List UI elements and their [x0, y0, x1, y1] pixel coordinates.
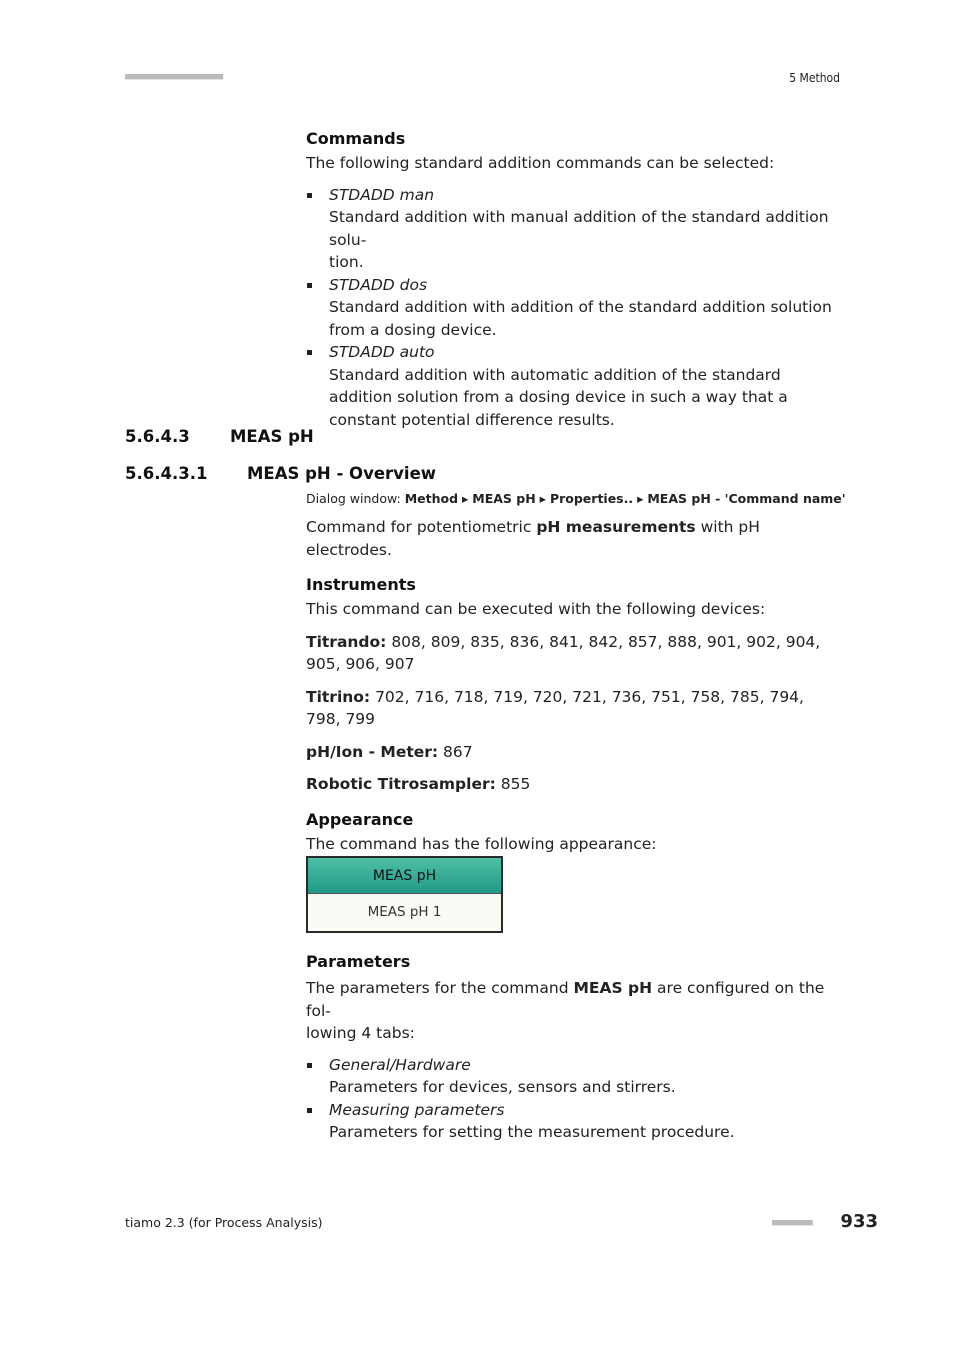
phion-label: pH/Ion - Meter: — [306, 742, 439, 761]
tab-name: Measuring parameters — [329, 1100, 505, 1119]
dialog-path — [306, 491, 846, 506]
tab-desc: Parameters for devices, sensors and stirrers. — [329, 1078, 676, 1096]
dialog-path-measph: MEAS pH — [472, 491, 536, 506]
header-decoration: ■■■■■■■■■■■■■■■■■■■■■■ — [125, 72, 223, 82]
list-item — [306, 274, 840, 342]
command-box-label: MEAS pH 1 — [308, 894, 501, 931]
appearance-heading: Appearance — [306, 809, 414, 829]
section-heading — [125, 427, 314, 446]
parameters-list — [306, 1054, 840, 1144]
commands-list — [306, 184, 840, 432]
command-name: STDADD dos — [329, 275, 428, 294]
instruments-intro: This command can be executed with the following devices: — [306, 600, 766, 618]
dialog-path-method: Method — [404, 491, 459, 506]
command-desc: Standard addition with addition of the standard addition solution from a dosing device. — [329, 298, 832, 339]
command-description — [306, 516, 846, 561]
chapter-title: 5 Method — [789, 71, 840, 85]
robotic-titrosampler — [306, 773, 846, 796]
titrino-list — [306, 686, 826, 731]
path-arrow: ▸ — [458, 491, 473, 506]
dialog-path-properties: Properties.. — [549, 491, 634, 506]
list-item — [306, 184, 840, 274]
commands-heading: Commands — [306, 129, 406, 148]
path-arrow: ▸ — [633, 491, 648, 506]
phion-value: 867 — [438, 742, 473, 761]
titrando-value: 808, 809, 835, 836, 841, 842, 857, 888, 901, 902, 904, 905, 906, 907 — [306, 632, 821, 673]
robotic-label: Robotic Titrosampler: — [306, 775, 496, 793]
command-desc: Standard addition with manual addition of the standard addition solu- tion. — [329, 208, 829, 271]
list-item — [306, 1099, 840, 1144]
titrando-label: Titrando: — [306, 632, 387, 651]
command-box-title: MEAS pH — [308, 858, 501, 894]
subsection-title: MEAS pH - Overview — [247, 464, 437, 483]
appearance-intro: The command has the following appearance: — [306, 834, 657, 853]
instruments-heading: Instruments — [306, 575, 416, 594]
path-arrow: ▸ — [535, 491, 550, 506]
section-number: 5.6.4.3 — [125, 427, 190, 446]
titrando-list — [306, 631, 840, 676]
dialog-prefix: Dialog window: — [306, 491, 405, 506]
command-name: STDADD auto — [329, 343, 435, 361]
tab-desc: Parameters for setting the measurement procedure. — [329, 1123, 735, 1141]
command-box — [306, 856, 503, 933]
parameters-section — [306, 952, 840, 1144]
parameters-heading: Parameters — [306, 952, 411, 971]
description-bold: pH measurements — [536, 518, 696, 536]
subsection-heading — [125, 464, 436, 483]
command-desc: Standard addition with automatic addition of the standard addition solution from a dosing device in such a way that a constant potential difference results. — [329, 365, 788, 429]
page-number: 933 — [840, 1211, 878, 1232]
robotic-value: 855 — [495, 775, 531, 793]
titrino-value: 702, 716, 718, 719, 720, 721, 736, 751, 758, 785, 794, 798, 799 — [306, 687, 804, 728]
titrino-label: Titrino: — [306, 687, 371, 706]
parameters-intro-post: are configured on the fol- lowing 4 tabs: — [306, 979, 825, 1042]
parameters-intro — [306, 977, 840, 1045]
subsection-number: 5.6.4.3.1 — [125, 464, 208, 483]
dialog-path-command: MEAS pH - 'Command name' — [647, 491, 846, 506]
commands-section — [306, 129, 840, 431]
tab-name: General/Hardware — [329, 1055, 471, 1074]
overview-section — [306, 491, 846, 855]
list-item — [306, 1054, 840, 1099]
description-post: with pH electrodes. — [306, 518, 760, 559]
commands-intro: The following standard addition commands can be selected: — [306, 154, 775, 172]
footer-product: tiamo 2.3 (for Process Analysis) — [125, 1215, 323, 1230]
description-pre: Command for potentiometric — [306, 518, 537, 536]
footer-decoration: ■■■■■■■■■ — [772, 1218, 812, 1228]
command-name: STDADD man — [329, 185, 435, 204]
parameters-intro-bold: MEAS pH — [573, 979, 653, 997]
phion-meter — [306, 741, 846, 764]
list-item — [306, 341, 840, 431]
section-title: MEAS pH — [230, 427, 314, 446]
parameters-intro-pre: The parameters for the command — [306, 979, 574, 997]
